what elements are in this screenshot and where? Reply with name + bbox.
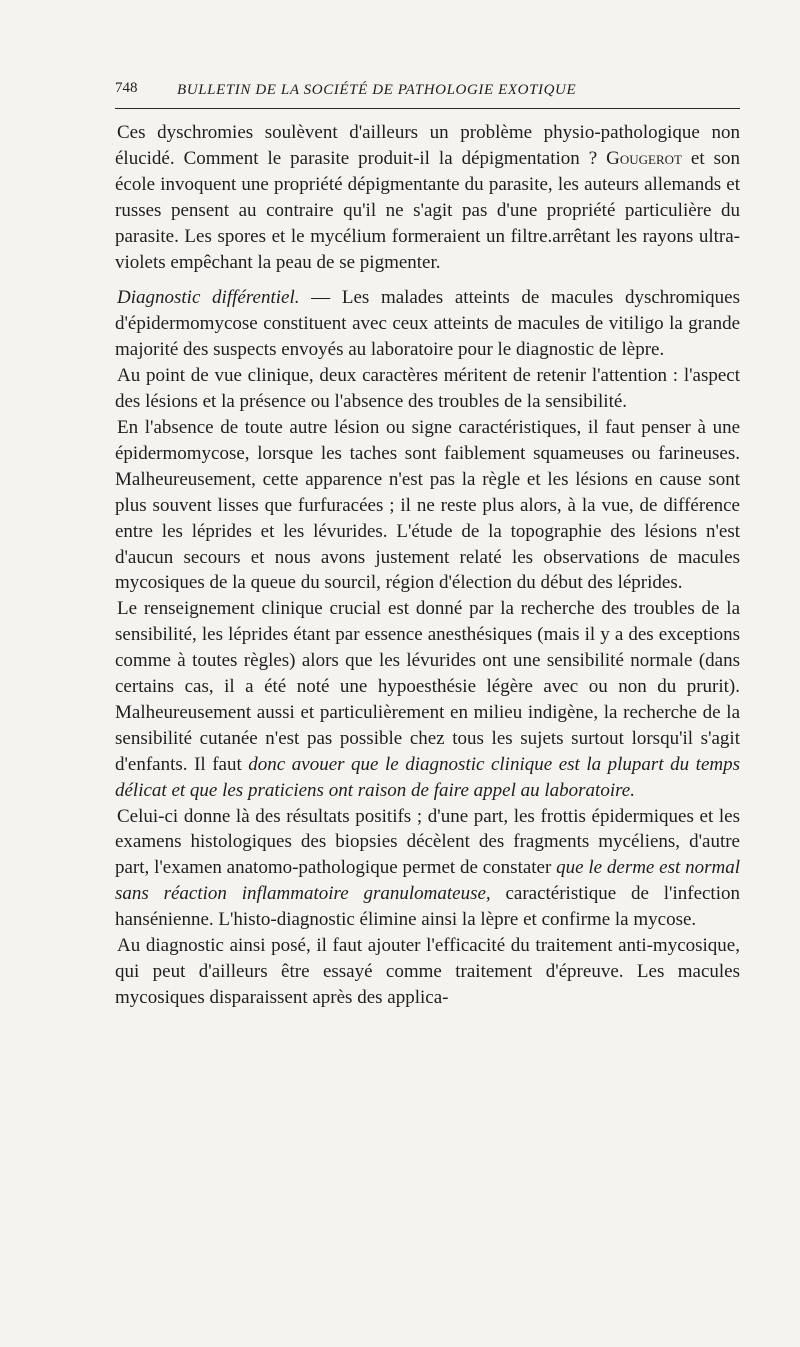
paragraph <box>115 596 740 803</box>
paragraph-text: — Les malades atteints de macules dyschromiques d'épidermomycose constituent avec ceux atteints de macules de vitiligo la grande majorité des suspects envoyés au laboratoire pour le diagnostic de lèpre. <box>115 287 740 361</box>
paragraph-text: caractéristique de l'infection hansénienne. L'histo-diagnostic élimine ainsi la lèpre et confirme la mycose. <box>115 883 740 931</box>
paragraph-text: Le renseignement clinique crucial est donné par la recherche des troubles de la sensibilité, les léprides étant par essence anesthésiques (mais il y a des exceptions comme à toutes règles) alors que les lévurides ont une sensibilité normale (dans certains cas, il a été noté une hypoesthésie légère avec ou non du prurit). Malheureusement aussi et particulièrement en milieu indigène, la recherche de la sensibilité cutanée n'est pas possible chez tous les sujets surtout lorsqu'il s'agit d'enfants. Il faut <box>115 598 740 775</box>
page-number: 748 <box>115 80 138 96</box>
paragraph: Au point de vue clinique, deux caractères méritent de retenir l'attention : l'aspect des lésions et la présence ou l'absence des troubles de la sensibilité. <box>115 365 740 413</box>
emphasis-text: donc avouer que le diagnostic clinique est la plupart du temps délicat et que les praticiens ont raison de faire appel au laboratoire. <box>115 753 741 801</box>
page-header <box>115 78 740 109</box>
emphasis-text: que le derme est normal sans réaction inflammatoire granulomateuse, <box>115 857 740 905</box>
paragraph-text: Celui-ci donne là des résultats positifs ; d'une part, les frottis épidermiques et les examens histologiques des biopsies décèlent des fragments mycéliens, d'autre part, l'examen anatomo-pathologique permet de constater <box>115 805 740 879</box>
paragraph <box>115 120 740 275</box>
article-body <box>115 120 740 1011</box>
paragraph <box>115 804 740 934</box>
author-name: Gougerot <box>606 147 682 169</box>
section-heading: Diagnostic différentiel. <box>117 287 300 309</box>
paragraph-text: Ces dyschromies soulèvent d'ailleurs un problème physio-pathologique non élucidé. Comment le parasite produit-il la dépigmentation ? <box>115 122 740 169</box>
paragraph <box>115 285 740 363</box>
paragraph-text: et son école invoquent une propriété dépigmentante du parasite, les auteurs allemands et russes pensent au contraire qu'il ne s'agit pas d'une propriété particulière du parasite. Les spores et le mycélium formeraient un filtre.arrêtant les rayons ultra-violets empêchant la peau de se pigmenter. <box>115 147 740 273</box>
paragraph: En l'absence de toute autre lésion ou signe caractéristiques, il faut penser à une épidermomycose, lorsque les taches sont faiblement squameuses ou farineuses. Malheureusement, cette apparence n'est pas la règle et les lésions en cause sont plus souvent lisses que furfuracées ; il ne reste plus alors, à la vue, de différence entre les léprides et les lévurides. L'étude de la topographie des lésions n'est d'aucun secours et nous avons justement relaté les observations de macules mycosiques de la queue du sourcil, région d'élection du début des léprides. <box>115 416 740 594</box>
running-title: BULLETIN DE LA SOCIÉTÉ DE PATHOLOGIE EXOTIQUE <box>177 82 577 98</box>
paragraph: Au diagnostic ainsi posé, il faut ajouter l'efficacité du traitement anti-mycosique, qui peut d'ailleurs être essayé comme traitement d'épreuve. Les macules mycosiques disparaissent après des applica- <box>115 935 740 1008</box>
